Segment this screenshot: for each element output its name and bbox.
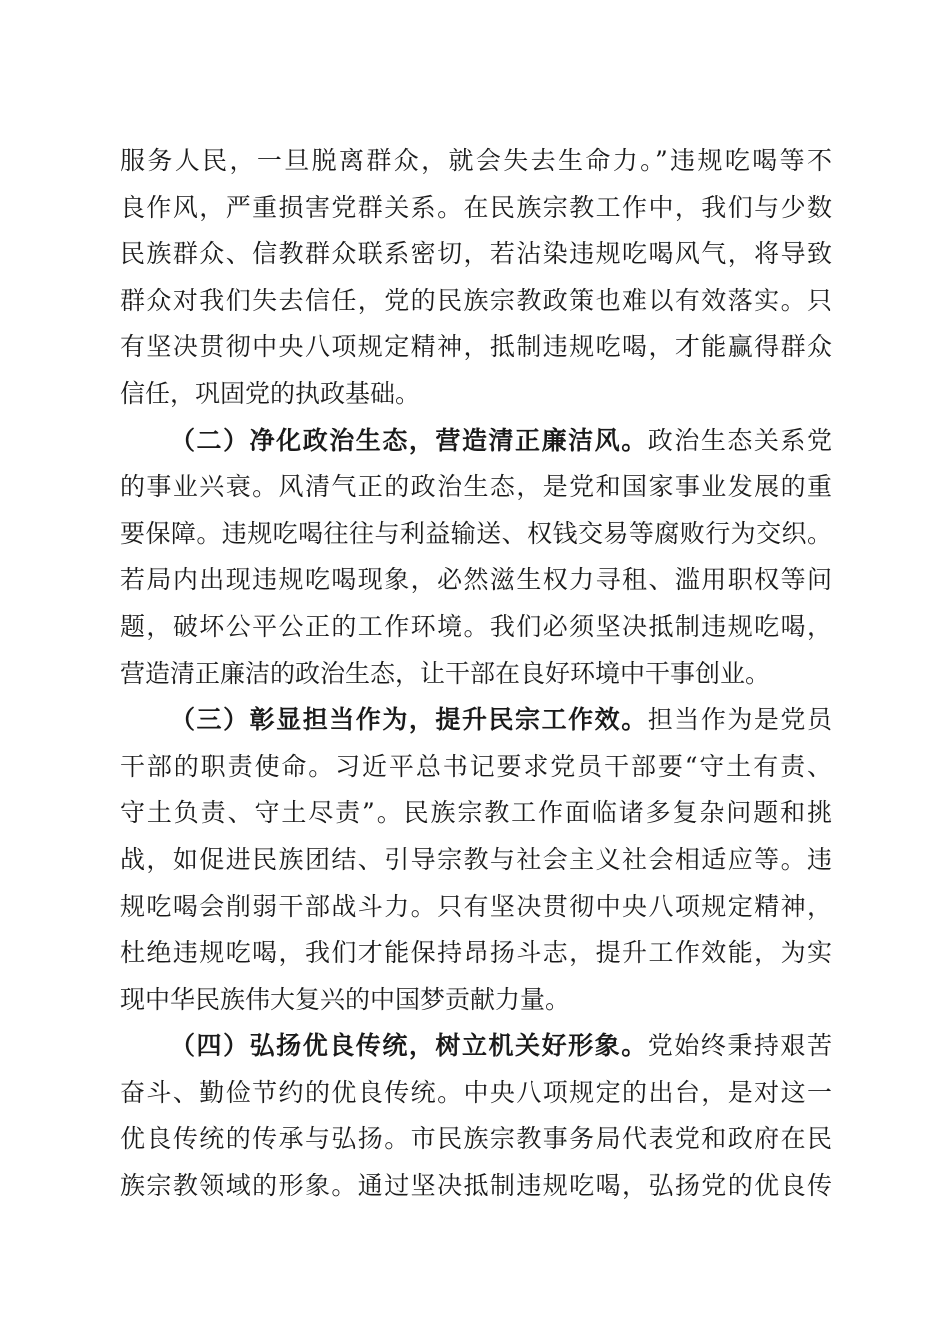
paragraph-line: 优良传统的传承与弘扬。市民族宗教事务局代表党和政府在民 — [120, 1124, 832, 1154]
paragraph-line: 的事业兴衰。风清气正的政治生态，是党和国家事业发展的重 — [120, 472, 832, 502]
paragraph-line: 奋斗、勤俭节约的优良传统。中央八项规定的出台，是对这一 — [120, 1077, 832, 1107]
heading-continuation: 政治生态关系党 — [647, 425, 832, 455]
paragraph-line: 信任，巩固党的执政基础。 — [120, 378, 421, 408]
paragraph-line: 若局内出现违规吃喝现象，必然滋生权力寻租、滥用职权等问 — [120, 565, 832, 595]
paragraph-line: 干部的职责使命。习近平总书记要求党员干部要“守土有责、 — [120, 751, 832, 781]
paragraph-1 — [120, 138, 832, 418]
section-heading: （三）彰显担当作为，提升民宗工作效。 — [170, 705, 648, 735]
paragraph-2 — [120, 418, 832, 698]
paragraph-first-line — [120, 418, 832, 465]
paragraph-line: 民族群众、信教群众联系密切，若沾染违规吃喝风气，将导致 — [120, 239, 832, 269]
paragraph-line: 规吃喝会削弱干部战斗力。只有坚决贯彻中央八项规定精神， — [120, 891, 832, 921]
paragraph-line: 现中华民族伟大复兴的中国梦贡献力量。 — [120, 984, 571, 1014]
paragraph-line: 服务人民，一旦脱离群众，就会失去生命力。”违规吃喝等不 — [120, 146, 832, 175]
document-body — [120, 138, 832, 1210]
paragraph-line: 题，破坏公平公正的工作环境。我们必须坚决抵制违规吃喝， — [120, 611, 832, 641]
paragraph-line: 要保障。违规吃喝往往与利益输送、权钱交易等腐败行为交织。 — [120, 518, 832, 548]
paragraph-4 — [120, 1023, 832, 1209]
paragraph-line: 战，如促进民族团结、引导宗教与社会主义社会相适应等。违 — [120, 844, 832, 874]
paragraph-first-line — [120, 1023, 832, 1070]
paragraph-line: 杜绝违规吃喝，我们才能保持昂扬斗志，提升工作效能，为实 — [120, 938, 832, 968]
heading-continuation: 担当作为是党员 — [647, 705, 832, 735]
heading-continuation: 党始终秉持艰苦 — [647, 1031, 832, 1061]
paragraph-3 — [120, 697, 832, 1023]
paragraph-line: 有坚决贯彻中央八项规定精神，抵制违规吃喝，才能赢得群众 — [120, 332, 832, 362]
paragraph-line: 族宗教领域的形象。通过坚决抵制违规吃喝，弘扬党的优良传 — [120, 1171, 832, 1201]
section-heading: （四）弘扬优良传统，树立机关好形象。 — [170, 1031, 648, 1061]
paragraph-line: 营造清正廉洁的政治生态，让干部在良好环境中干事创业。 — [120, 658, 771, 688]
paragraph-line: 守土负责、守土尽责”。民族宗教工作面临诸多复杂问题和挑 — [120, 798, 832, 828]
paragraph-first-line — [120, 697, 832, 744]
paragraph-line: 群众对我们失去信任，党的民族宗教政策也难以有效落实。只 — [120, 285, 832, 315]
section-heading: （二）净化政治生态，营造清正廉洁风。 — [170, 425, 648, 455]
paragraph-line: 良作风，严重损害党群关系。在民族宗教工作中，我们与少数 — [120, 192, 832, 222]
